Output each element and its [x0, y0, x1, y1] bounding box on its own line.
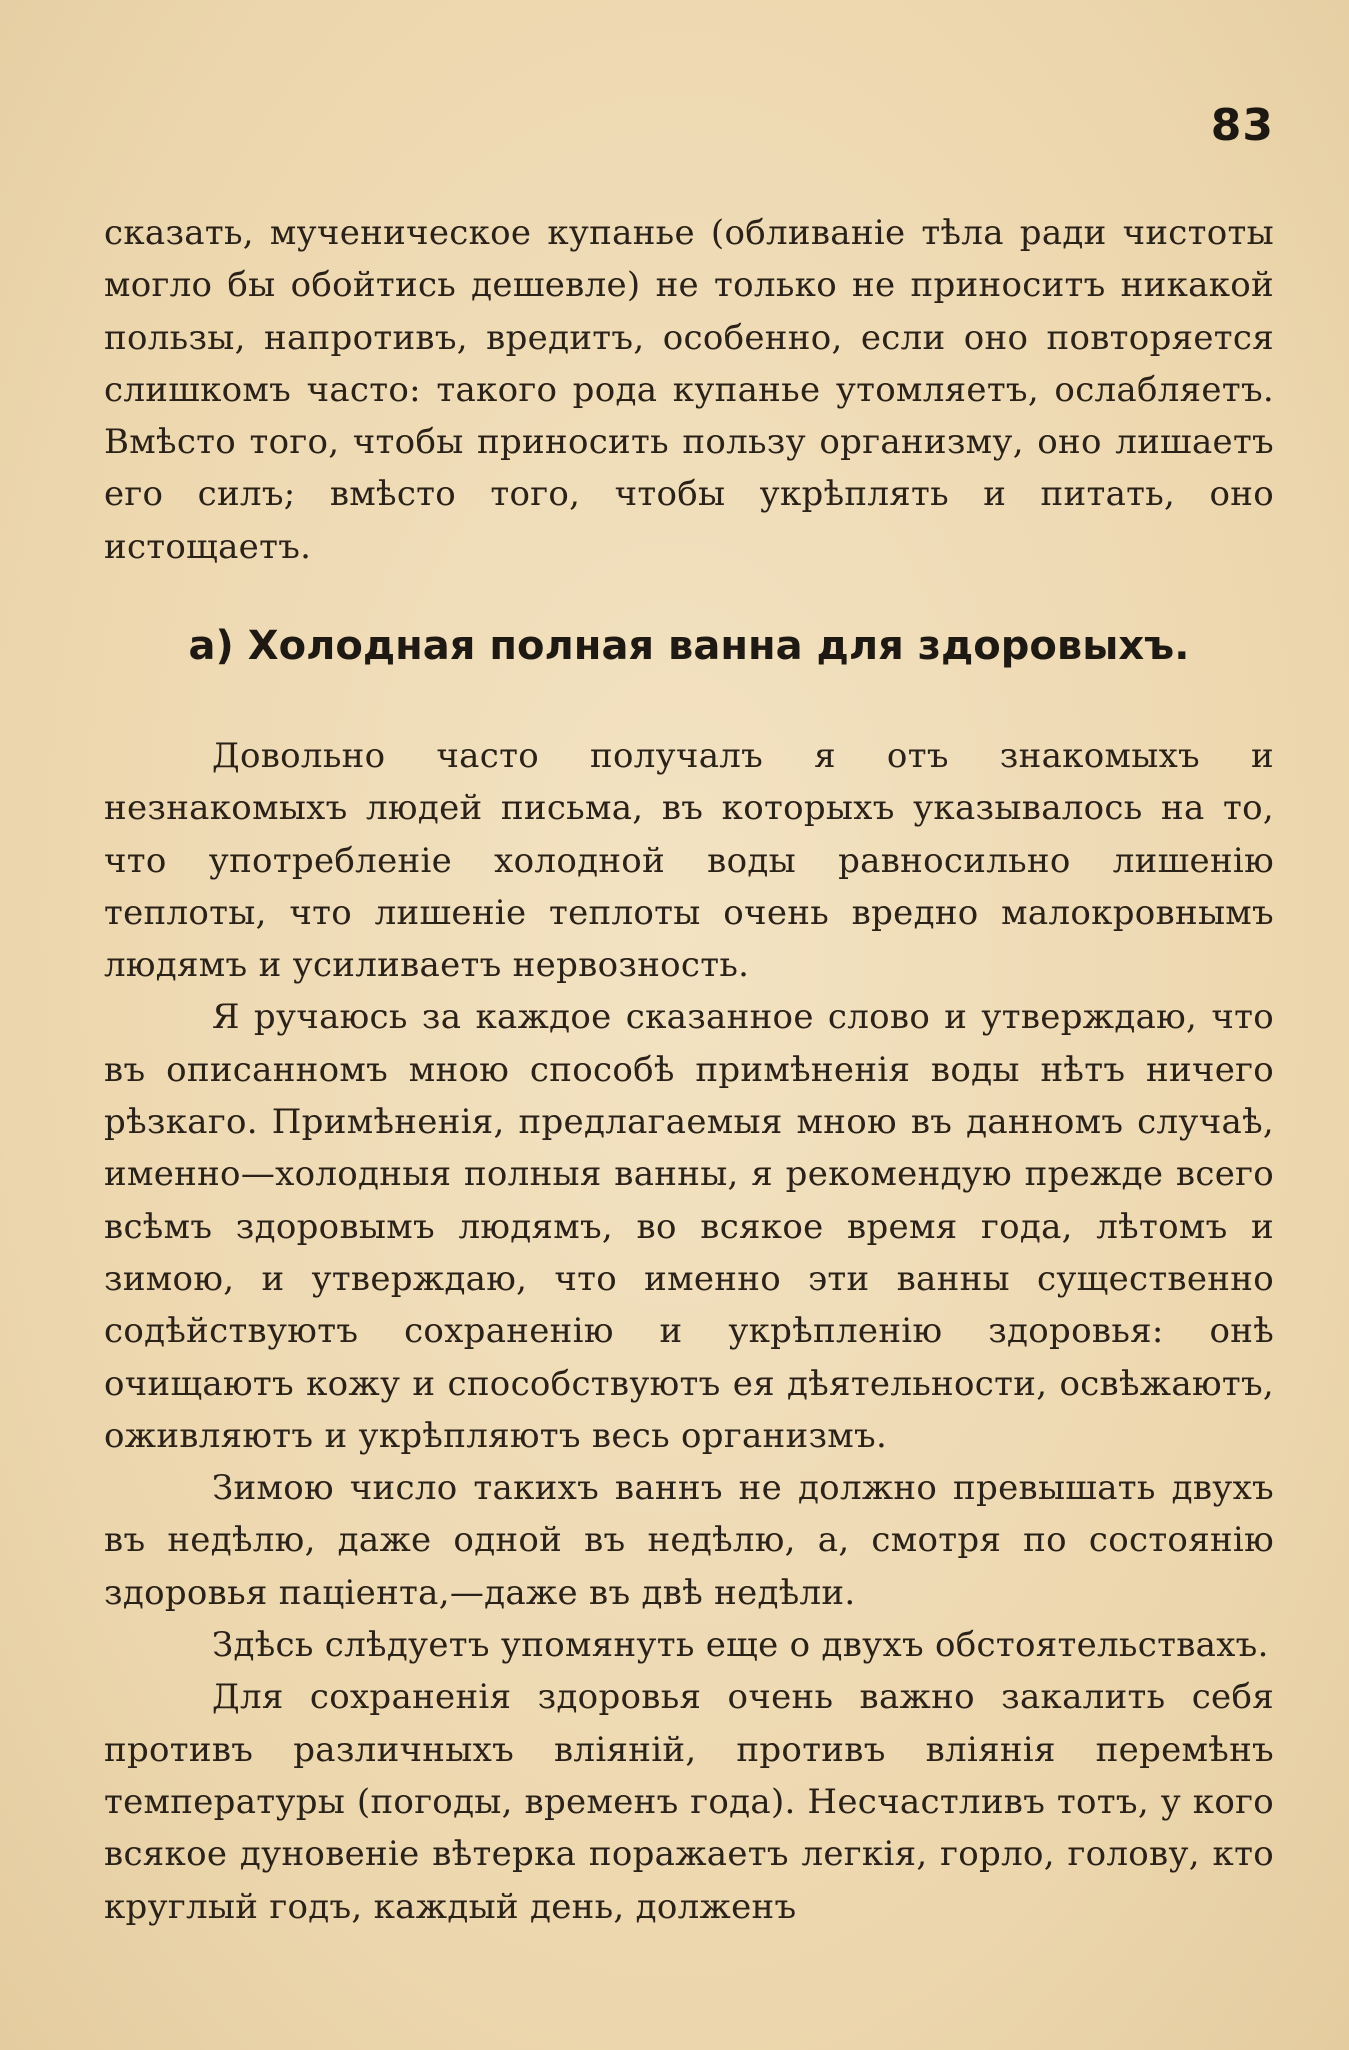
page-number: 83: [1210, 100, 1274, 151]
section-text-block: [104, 730, 1274, 1933]
intro-text-block: [104, 207, 1274, 573]
paragraph-guarantee: Я ручаюсь за каждое сказанное слово и утверждаю, что въ описанномъ мною способѣ примѣненiя воды нѣтъ ничего рѣзкаго. Примѣненiя, предлагаемыя мною въ данномъ случаѣ, именно—холодныя полныя ванны, я рекомендую прежде всего всѣмъ здоровымъ людямъ, во всякое время года, лѣтомъ и зимою, и утверждаю, что именно эти ванны существенно содѣйствуютъ сохраненiю и укрѣпленiю здоровья: онѣ очищаютъ кожу и способствуютъ ея дѣятельности, освѣжаютъ, оживляютъ и укрѣпляютъ весь организмъ.: [104, 997, 1274, 1456]
intro-paragraph: сказать, мученическое купанье (обливанiе тѣла ради чистоты могло бы обойтись дешевле) не только не приноситъ никакой пользы, напротивъ, вредитъ, особенно, если оно повторяется слишкомъ часто: такого рода купанье утомляетъ, ослабляетъ. Вмѣсто того, чтобы приносить пользу организму, оно лишаетъ его силъ; вмѣсто того, чтобы укрѣплять и питать, оно истощаетъ.: [104, 213, 1274, 567]
paragraph-letters: Довольно часто получалъ я отъ знакомыхъ и незнакомыхъ людей письма, въ которыхъ указывалось на то, что употребленiе холодной воды равносильно лишенiю теплоты, что лишенiе теплоты очень вредно малокровнымъ людямъ и усиливаетъ нервозность.: [104, 736, 1274, 986]
paragraph-circumstances: Здѣсь слѣдуетъ упомянуть еще о двухъ обстоятельствахъ.: [212, 1625, 1269, 1666]
section-heading: а) Холодная полная ванна для здоровыхъ.: [188, 623, 1190, 669]
paragraph-winter: Зимою число такихъ ваннъ не должно превышать двухъ въ недѣлю, даже одной въ недѣлю, а, смотря по состоянiю здоровья пацiента,—даже въ двѣ недѣли.: [104, 1468, 1274, 1613]
paragraph-hardening: Для сохраненiя здоровья очень важно закалить себя противъ различныхъ влiянiй, противъ влiянiя перемѣнъ температуры (погоды, временъ года). Несчастливъ тотъ, у кого всякое дуновенiе вѣтерка поражаетъ легкiя, горло, голову, кто круглый годъ, каждый день, долженъ: [104, 1677, 1274, 1927]
